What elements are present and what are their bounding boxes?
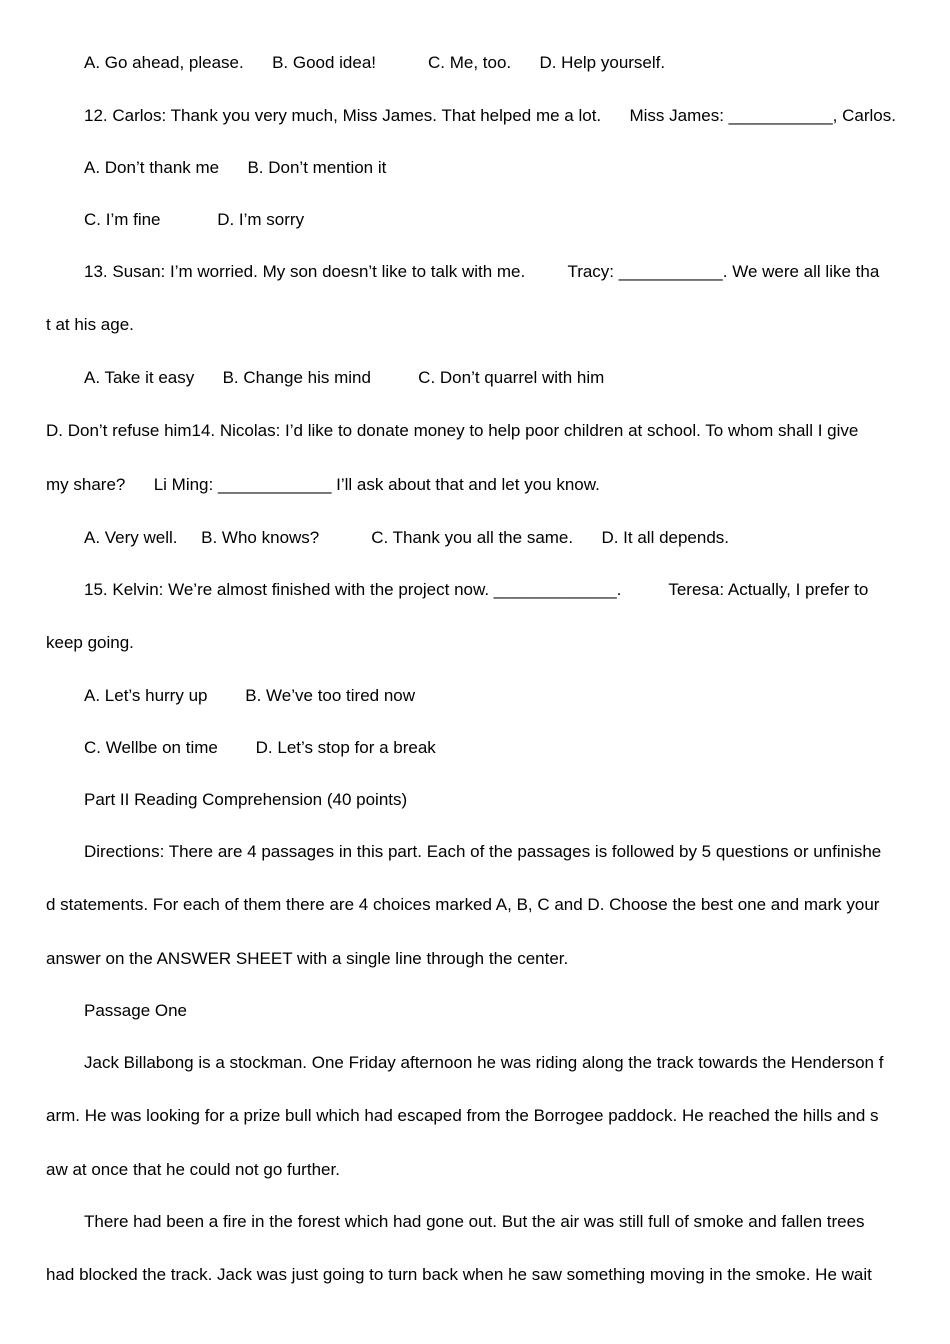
q15-options-cd: C. Wellbe on time D. Let’s stop for a break (84, 738, 436, 757)
q13-question: 13. Susan: I’m worried. My son doesn’t like to talk with me. Tracy: ___________. We were all like tha (84, 262, 880, 281)
passage-para1-line-3: aw at once that he could not go further. (46, 1160, 340, 1179)
passage-para1-line-2: arm. He was looking for a prize bull which had escaped from the Borrogee paddock. He reached the hills and s (46, 1106, 879, 1125)
directions-line-3: answer on the ANSWER SHEET with a single line through the center. (46, 949, 569, 968)
q15-question-cont: keep going. (46, 633, 134, 652)
q14-options: A. Very well. B. Who knows? C. Thank you all the same. D. It all depends. (84, 528, 730, 547)
passage-para1-line-1: Jack Billabong is a stockman. One Friday afternoon he was riding along the track towards the Henderson f (84, 1053, 884, 1072)
q12-options-ab: A. Don’t thank me B. Don’t mention it (84, 158, 387, 177)
passage-para2-line-1: There had been a fire in the forest which had gone out. But the air was still full of smoke and fallen trees (84, 1212, 865, 1231)
directions-line-2: d statements. For each of them there are 4 choices marked A, B, C and D. Choose the best one and mark your (46, 895, 880, 914)
q15-question: 15. Kelvin: We’re almost finished with the project now. _____________. Teresa: Actually, I prefer to (84, 580, 869, 599)
q12-options-cd: C. I’m fine D. I’m sorry (84, 210, 305, 229)
part-heading: Part II Reading Comprehension (40 points) (84, 790, 408, 809)
directions-line-1: Directions: There are 4 passages in this part. Each of the passages is followed by 5 questions or unfinishe (84, 842, 882, 861)
passage-para2-line-2: had blocked the track. Jack was just going to turn back when he saw something moving in the smoke. He wait (46, 1265, 872, 1284)
q13-option-d-q14: D. Don’t refuse him14. Nicolas: I’d like to donate money to help poor children at school. To whom shall I give (46, 421, 859, 440)
q14-question-cont: my share? Li Ming: ____________ I’ll ask about that and let you know. (46, 475, 600, 494)
q11-options: A. Go ahead, please. B. Good idea! C. Me, too. D. Help yourself. (84, 53, 666, 72)
passage-title: Passage One (84, 1001, 188, 1020)
q15-options-ab: A. Let’s hurry up B. We’ve too tired now (84, 686, 416, 705)
q13-options-abc: A. Take it easy B. Change his mind C. Don’t quarrel with him (84, 368, 605, 387)
q13-question-cont: t at his age. (46, 315, 134, 334)
q12-question: 12. Carlos: Thank you very much, Miss James. That helped me a lot. Miss James: ___________, Carlos. (84, 106, 896, 125)
